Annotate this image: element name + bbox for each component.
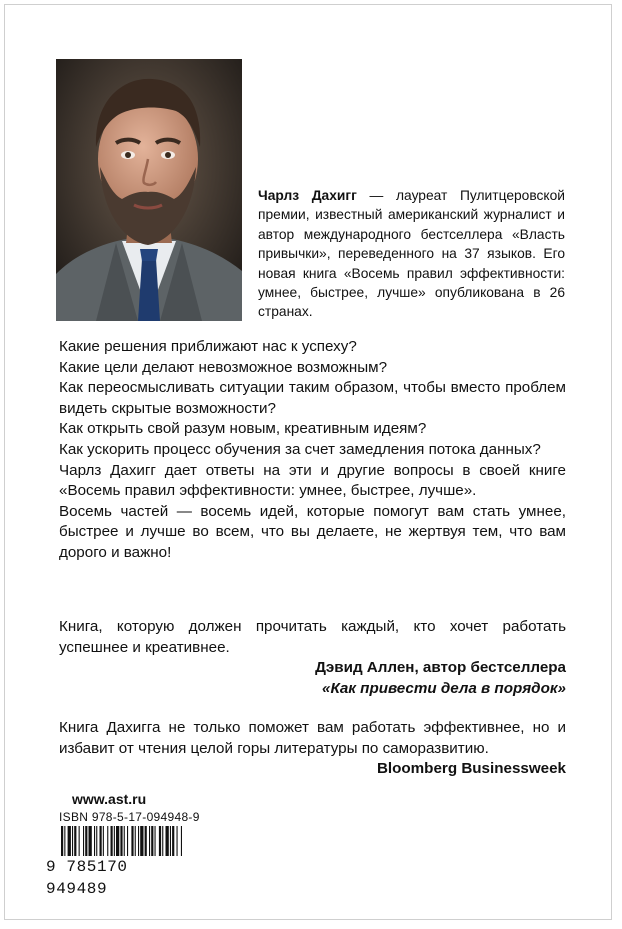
review-quote-1-author: Дэвид Аллен, автор бестселлера — [315, 659, 566, 677]
review-quote-2-author: Bloomberg Businessweek — [376, 760, 566, 778]
review-quote-2 — [59, 718, 566, 780]
review-quote-1-text: Книга, которую должен прочитать каждый, кто хочет работать успешнее и креативнее. — [59, 618, 566, 656]
author-name: Чарлз Дахигг — [258, 188, 357, 203]
question-3: Как переосмысливать ситуации таким образом, чтобы вместо проблем видеть скрытые возможности? — [59, 379, 566, 417]
question-1: Какие решения приближают нас к успеху? — [59, 338, 357, 355]
review-quote-1-source: «Как привести дела в порядок» — [322, 679, 566, 697]
isbn-number: ISBN 978-5-17-094948-9 — [59, 810, 200, 824]
author-photo — [56, 59, 242, 321]
description-paragraph-1: Чарлз Дахигг дает ответы на эти и другие вопросы в своей книге «Восемь правил эффективности: умнее, быстрее, лучше». — [59, 461, 566, 500]
question-2: Какие цели делают невозможное возможным? — [59, 358, 388, 376]
question-5: Как ускорить процесс обучения за счет замедления потока данных? — [59, 440, 541, 458]
description-paragraph-2: Восемь частей — восемь идей, которые помогут вам стать умнее, быстрее и лучше во всем, что вы делаете, не жертвуя тем, что вам дорого и важно! — [59, 502, 566, 561]
publisher-website: www.ast.ru — [72, 791, 147, 807]
author-portrait-image — [56, 59, 242, 321]
barcode-digits: 9 785170 949489 — [46, 856, 188, 878]
review-quote-1 — [59, 617, 566, 699]
question-4: Как открыть свой разум новым, креативным идеям? — [59, 420, 427, 438]
author-bio — [258, 186, 565, 322]
description — [59, 337, 566, 564]
review-quote-2-text: Книга Дахигга не только поможет вам работать эффективнее, но и избавит от чтения целой горы литературы по саморазвитию. — [59, 719, 566, 757]
author-bio-text: — лауреат Пулитцеровской премии, известный американский журналист и автор международного бестселлера «Власть привычки», переведенного на 37 языков. Его новая книга «Восемь правил эффективности: умнее, быстрее, лучше» опубликована в 26 странах. — [258, 188, 565, 320]
